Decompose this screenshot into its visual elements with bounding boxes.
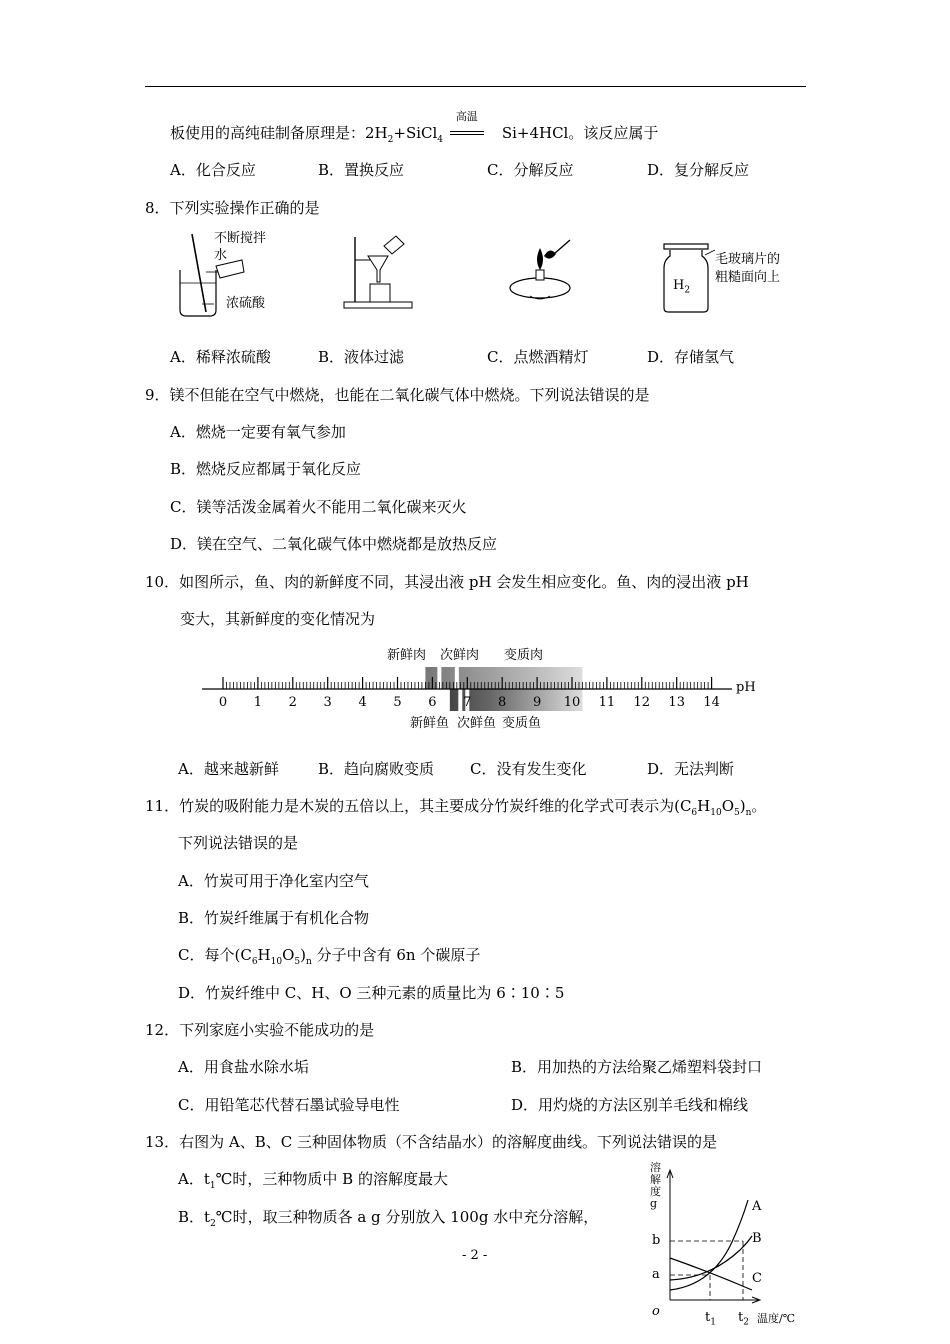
label-h2: $H_2$ xyxy=(673,278,691,296)
label-fresh-meat: 新鲜肉 xyxy=(387,648,427,663)
q8-option-d: D．存储氢气 xyxy=(647,348,735,366)
label-stir: 不断搅拌 xyxy=(214,231,267,246)
q9-option-c: C．镁等活泼金属着火不能用二氧化碳来灭火 xyxy=(170,498,467,516)
q7-option-b: B．置换反应 xyxy=(318,161,405,179)
label-semi-fresh-meat: 次鲜肉 xyxy=(440,648,480,663)
q8-option-c: C．点燃酒精灯 xyxy=(487,348,589,366)
q12-option-d: D．用灼烧的方法区别羊毛线和棉线 xyxy=(511,1096,749,1114)
q12-option-a: A．用食盐水除水垢 xyxy=(178,1058,309,1076)
label-water: 水 xyxy=(214,248,228,263)
curve-label-c: C xyxy=(752,1271,762,1286)
label-conc-acid: 浓硫酸 xyxy=(226,296,266,311)
q8-stem: 8．下列实验操作正确的是 xyxy=(145,199,320,217)
q8-option-b: B．液体过滤 xyxy=(318,348,405,366)
q7-option-a: A．化合反应 xyxy=(170,161,256,179)
page-number: - 2 - xyxy=(462,1248,488,1263)
ph-tick-label: 11 xyxy=(598,695,616,710)
meat-band xyxy=(425,667,582,689)
q11-option-a: A．竹炭可用于净化室内空气 xyxy=(178,872,369,890)
graph-y-tick-a: a xyxy=(652,1267,660,1282)
q11-stem-2: 下列说法错误的是 xyxy=(178,834,299,852)
ph-tick-label: 6 xyxy=(428,695,437,710)
reaction-condition: 高温 xyxy=(450,123,484,143)
graph-x-tick-t2: $t_2$ xyxy=(738,1310,749,1328)
label-spoiled-fish: 变质鱼 xyxy=(502,716,542,731)
q9-option-b: B．燃烧反应都属于氧化反应 xyxy=(170,460,362,478)
q13-option-b: B．$t_2℃$时，取三种物质各 a g 分别放入 100g 水中充分溶解， xyxy=(178,1208,599,1229)
q12-option-b: B．用加热的方法给聚乙烯塑料袋封口 xyxy=(511,1058,763,1076)
ph-tick-label: 7 xyxy=(463,695,472,710)
q9-stem: 9．镁不但能在空气中燃烧，也能在二氧化碳气体中燃烧。下列说法错误的是 xyxy=(145,386,650,404)
q12-option-c: C．用铅笔芯代替石墨试验导电性 xyxy=(178,1096,400,1114)
q10-option-d: D．无法判断 xyxy=(647,760,735,778)
q11-option-c: C．每个$(C_6H_{10}O_5)_n$ 分子中含有 6n 个碳原子 xyxy=(178,946,481,967)
ph-tick-label: 1 xyxy=(253,695,263,710)
ph-tick-label: 10 xyxy=(563,695,581,710)
q7-option-d: D．复分解反应 xyxy=(647,161,750,179)
q10-option-a: A．越来越新鲜 xyxy=(178,760,279,778)
label-fresh-fish: 新鲜鱼 xyxy=(410,716,450,731)
q13-stem: 13．右图为 A、B、C 三种固体物质（不含结晶水）的溶解度曲线。下列说法错误的是 xyxy=(145,1133,717,1151)
label-spoiled-meat: 变质肉 xyxy=(504,648,544,663)
graph-ylabel: 溶 解 度 g xyxy=(650,1161,661,1210)
ph-tick-label: 13 xyxy=(668,695,685,710)
q9-option-a: A．燃烧一定要有氧气参加 xyxy=(170,423,346,441)
q11-option-b: B．竹炭纤维属于有机化合物 xyxy=(178,909,370,927)
ph-tick-label: 12 xyxy=(633,695,651,710)
fish-separator xyxy=(458,689,462,711)
label-semi-fresh-fish: 次鲜鱼 xyxy=(457,716,497,731)
ph-tick-label: 5 xyxy=(393,695,402,710)
q7-option-c: C．分解反应 xyxy=(487,161,574,179)
ph-tick-label: 9 xyxy=(532,695,542,710)
curve-c xyxy=(670,1258,752,1290)
label-frosted-2: 粗糙面向上 xyxy=(715,270,781,285)
ph-tick-label: 2 xyxy=(288,695,297,710)
q7-line: 板使用的高纯硅制备原理是：$2H_2+SiCl_4$ 高温 Si+4HCl。该反应属于 xyxy=(170,110,659,145)
ph-unit-label: pH xyxy=(736,680,756,695)
curve-label-a: A xyxy=(752,1199,762,1214)
q11-option-d: D．竹炭纤维中 C、H、O 三种元素的质量比为 6∶10∶5 xyxy=(178,984,565,1002)
q10-stem-2: 变大，其新鲜度的变化情况为 xyxy=(180,610,376,628)
q11-stem-1: 11．竹炭的吸附能力是木炭的五倍以上，其主要成分竹炭纤维的化学式可表示为$(C_6H_{10}O_5)_n$。 xyxy=(145,797,767,818)
curve-label-b: B xyxy=(752,1231,762,1246)
graph-y-tick-b: b xyxy=(652,1233,661,1248)
label-frosted-1: 毛玻璃片的 xyxy=(715,252,781,267)
ph-tick-label: 0 xyxy=(218,695,228,710)
solubility-graph xyxy=(640,1160,800,1330)
ph-tick-label: 4 xyxy=(358,695,367,710)
q10-stem-1: 10．如图所示，鱼、肉的新鲜度不同，其浸出液 pH 会发生相应变化。鱼、肉的浸出液 pH xyxy=(145,573,749,591)
graph-xlabel: 温度/℃ xyxy=(757,1312,796,1325)
ph-tick-label: 3 xyxy=(323,695,332,710)
graph-x-tick-t1: $t_1$ xyxy=(705,1310,716,1328)
q10-option-c: C．没有发生变化 xyxy=(470,760,587,778)
q12-stem: 12．下列家庭小实验不能成功的是 xyxy=(145,1021,375,1039)
q9-option-d: D．镁在空气、二氧化碳气体中燃烧都是放热反应 xyxy=(170,535,498,553)
ph-tick-label: 8 xyxy=(498,695,507,710)
q8-option-a: A．稀释浓硫酸 xyxy=(170,348,271,366)
curve-a xyxy=(670,1200,748,1290)
q13-option-a: A．$t_1℃$时，三种物质中 B 的溶解度最大 xyxy=(178,1170,448,1191)
graph-origin: o xyxy=(652,1304,660,1319)
q10-option-b: B．趋向腐败变质 xyxy=(318,760,435,778)
ph-tick-label: 14 xyxy=(703,695,720,710)
